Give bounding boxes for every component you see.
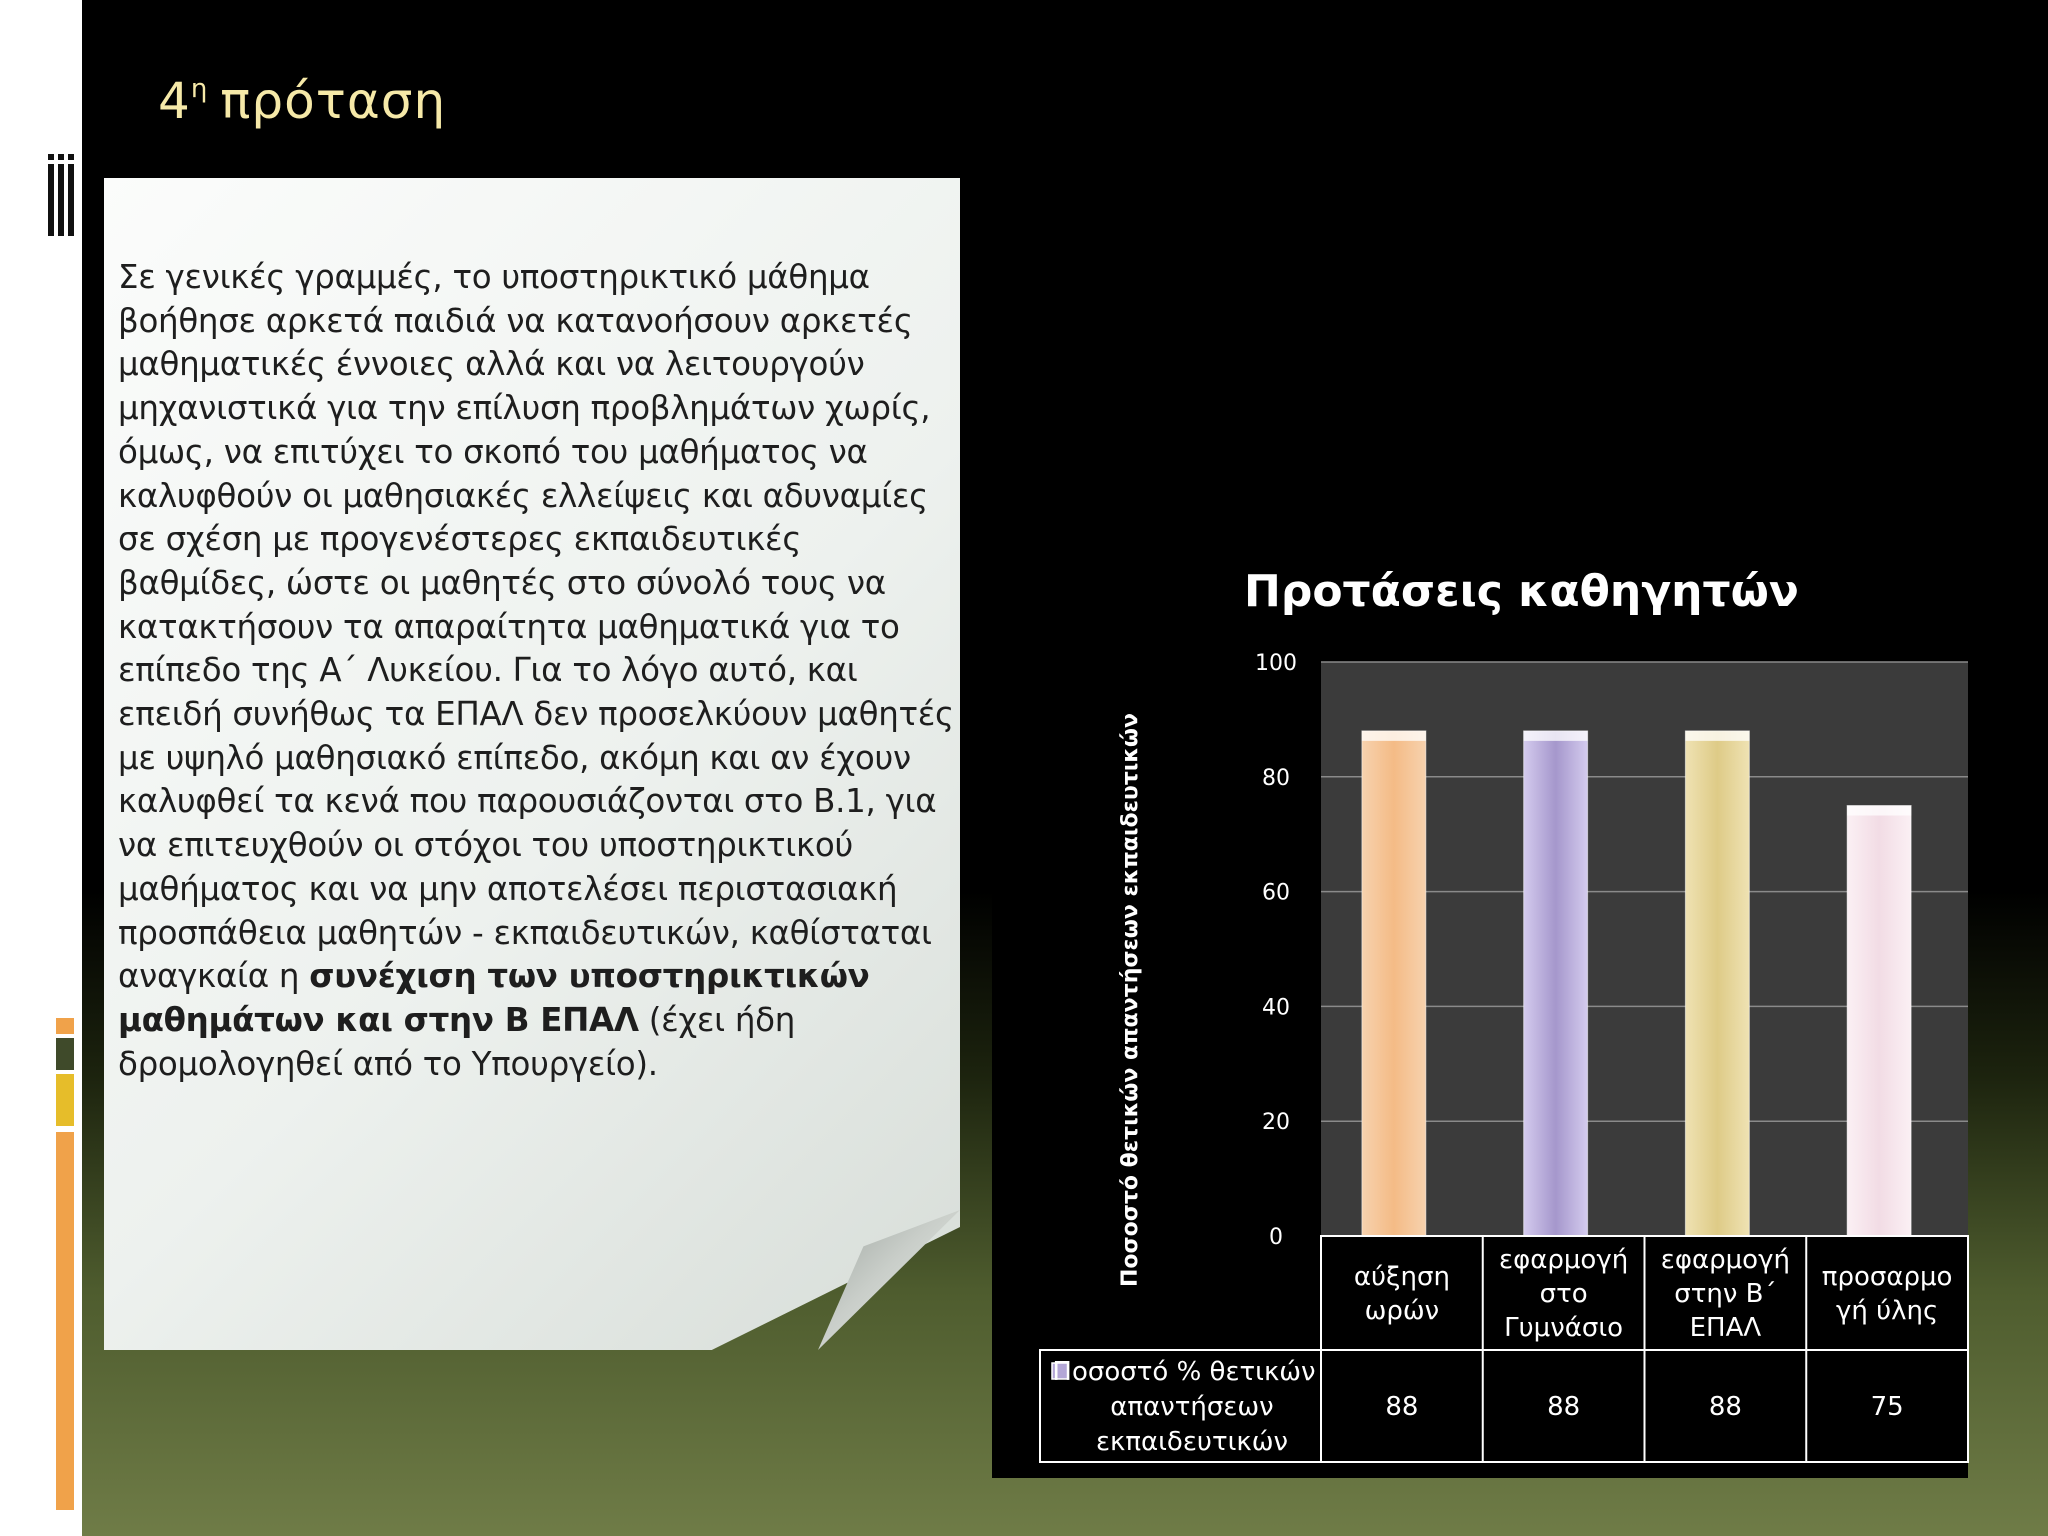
legend-series-name: εκπαιδευτικών [1095, 1427, 1289, 1457]
bar [1685, 731, 1749, 1236]
y-tick-label: 80 [1262, 765, 1290, 791]
y-tick-label: 0 [1269, 1225, 1283, 1250]
y-tick-label: 20 [1262, 1110, 1290, 1136]
title-number: 4 [158, 72, 191, 130]
title-superscript: η [190, 74, 209, 104]
value-label: 88 [1385, 1392, 1419, 1422]
category-label: Γυμνάσιο [1504, 1313, 1624, 1343]
bar [1847, 806, 1911, 1237]
bar-top-highlight [1362, 731, 1426, 741]
category-label: ΕΠΑΛ [1689, 1313, 1762, 1343]
body-text-part: Σε γενικές γραμμές, το υποστηρικτικό μάθημα βοήθησε αρκετά παιδιά να κατανοήσουν αρκετές μαθηματικές έννοιες αλλά και να λειτουργούν μηχανιστικά για την επίλυση προβλημάτων χωρίς, όμως, να επιτύχει το σκοπό του μαθήματος να καλυφθούν οι μαθησιακές ελλείψεις και αδυναμίες σε σχέση με προγενέστερες εκπαιδευτικές βαθμίδες, ώστε οι μαθητές στο σύνολό τους να κατακτήσουν τα απαραίτητα μαθηματικά για το επίπεδο της Α΄ Λυκείου. Για το λόγο αυτό, και επειδή συνήθως τα ΕΠΑΛ δεν προσελκύουν μαθητές με υψηλό μαθησιακό επίπεδο, ακόμη και αν έχουν καλυφθεί τα κενά που παρουσιάζονται στο Β.1, για να επιτευχθούν οι στόχοι του υποστηρικτικού μαθήματος και να μην αποτελέσει περιστασιακή προσπάθεια μαθητών - εκπαιδευτικών, καθίσταται αναγκαία η [118, 258, 954, 996]
bar-top-highlight [1685, 731, 1749, 741]
y-tick-label: 60 [1262, 880, 1290, 906]
value-label: 75 [1870, 1392, 1904, 1422]
value-label: 88 [1547, 1392, 1581, 1422]
category-label: εφαρμογή [1499, 1245, 1629, 1275]
title-word: πρόταση [220, 72, 447, 130]
value-label: 88 [1708, 1392, 1742, 1422]
category-label: στην Β΄ [1674, 1279, 1777, 1309]
y-tick-label: 40 [1262, 995, 1290, 1021]
body-text-bold: συνέχιση των υποστηρικτικών μαθημάτων και στην Β ΕΠΑΛ [118, 957, 870, 1039]
category-label: αύξηση [1353, 1262, 1450, 1292]
bar [1524, 731, 1588, 1236]
legend-series-name: Ποσοστό % θετικών [1052, 1357, 1316, 1387]
bar [1362, 731, 1426, 1236]
legend-series-name: απαντήσεων [1110, 1392, 1274, 1422]
category-label: προσαρμο [1821, 1262, 1953, 1292]
bar-top-highlight [1524, 731, 1588, 741]
y-tick-label: 100 [1255, 651, 1297, 676]
category-label: ωρών [1364, 1296, 1440, 1326]
bar-top-highlight [1847, 806, 1911, 816]
category-label: στο [1539, 1279, 1588, 1309]
category-label: γή ύλης [1835, 1296, 1939, 1326]
chart-y-axis-label: Ποσοστό θετικών απαντήσεων εκπαιδευτικών [1118, 712, 1143, 1288]
chart-title: Προτάσεις καθηγητών [1244, 566, 1799, 617]
category-label: εφαρμογή [1660, 1245, 1790, 1275]
body-text-part: (έχει ήδη δρομολογηθεί από το Υπουργείο). [118, 1000, 796, 1083]
